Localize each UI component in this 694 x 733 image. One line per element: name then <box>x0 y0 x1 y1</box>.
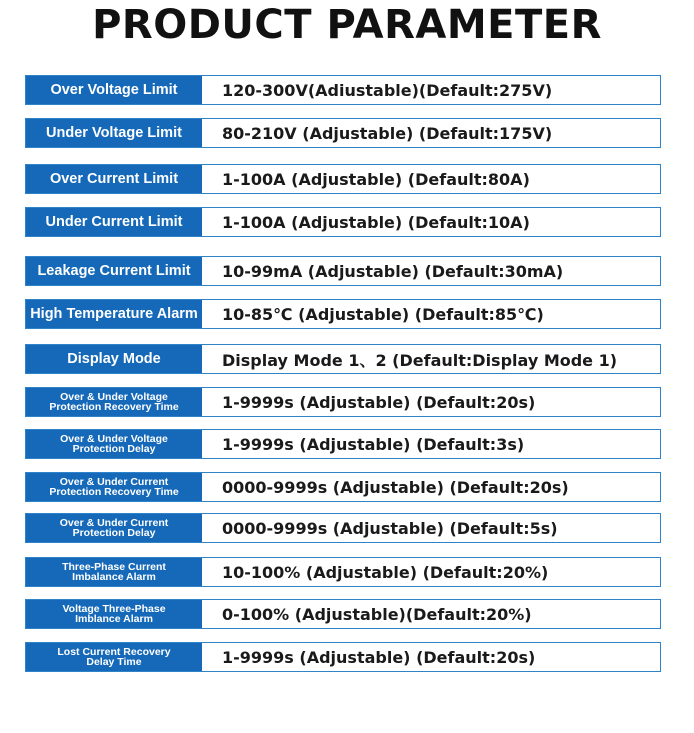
row-value: 0000-9999s (Adjustable) (Default:20s) <box>222 477 569 497</box>
row-label-line: Protection Delay <box>72 527 156 539</box>
row-value: 1-9999s (Adjustable) (Default:3s) <box>222 434 525 454</box>
table-row-high-temperature <box>25 299 661 329</box>
row-label <box>26 558 202 586</box>
row-label-line: Protection Recovery Time <box>49 486 179 498</box>
table-row-voltage-delay <box>25 429 661 459</box>
row-label-line: Imblance Alarm <box>75 613 153 625</box>
table-row-under-current <box>25 207 661 237</box>
row-label: Under Current Limit <box>26 208 202 236</box>
table-row-leakage-current <box>25 256 661 286</box>
row-label-line: Protection Delay <box>72 443 156 455</box>
table-row-current-recovery <box>25 472 661 502</box>
row-label-line: Delay Time <box>86 656 142 668</box>
row-value: 120-300V(Adiustable)(Default:275V) <box>222 80 553 100</box>
table-row-over-voltage <box>25 75 661 105</box>
row-label: High Temperature Alarm <box>26 300 202 328</box>
row-label <box>26 430 202 458</box>
table-row-voltage-recovery <box>25 387 661 417</box>
row-label-line: Over & Under Current <box>59 517 169 529</box>
table-row-lost-current-recovery <box>25 642 661 672</box>
row-label-line: Voltage Three-Phase <box>62 603 166 615</box>
row-label <box>26 514 202 542</box>
row-label: Over Current Limit <box>26 165 202 193</box>
table-row-over-current <box>25 164 661 194</box>
table-row-under-voltage <box>25 118 661 148</box>
row-label <box>26 473 202 501</box>
table-row-voltage-imbalance <box>25 599 661 629</box>
table-row-current-delay <box>25 513 661 543</box>
row-label <box>26 388 202 416</box>
row-value: 80-210V (Adjustable) (Default:175V) <box>222 123 553 143</box>
page-title: PRODUCT PARAMETER <box>92 2 602 48</box>
row-label-line: Over & Under Voltage <box>60 391 168 403</box>
row-value: Display Mode 1、2 (Default:Display Mode 1) <box>222 350 618 370</box>
row-value: 10-85℃ (Adjustable) (Default:85℃) <box>222 304 544 324</box>
row-label-line: Over & Under Current <box>59 476 169 488</box>
row-value: 1-100A (Adjustable) (Default:10A) <box>222 212 530 232</box>
row-label-line: Protection Recovery Time <box>49 401 179 413</box>
row-value: 0-100% (Adjustable)(Default:20%) <box>222 604 532 624</box>
row-value: 1-100A (Adjustable) (Default:80A) <box>222 169 530 189</box>
row-label: Leakage Current Limit <box>26 257 202 285</box>
row-label <box>26 600 202 628</box>
row-label-line: Lost Current Recovery <box>57 646 171 658</box>
row-label: Under Voltage Limit <box>26 119 202 147</box>
table-row-display-mode <box>25 344 661 374</box>
row-value: 0000-9999s (Adjustable) (Default:5s) <box>222 518 558 538</box>
row-value: 1-9999s (Adjustable) (Default:20s) <box>222 647 536 667</box>
row-value: 10-100% (Adjustable) (Default:20%) <box>222 562 549 582</box>
row-label: Over Voltage Limit <box>26 76 202 104</box>
row-label-line: Three-Phase Current <box>62 561 166 573</box>
row-value: 1-9999s (Adjustable) (Default:20s) <box>222 392 536 412</box>
row-label <box>26 643 202 671</box>
row-label-line: Imbalance Alarm <box>72 571 156 583</box>
row-label: Display Mode <box>26 345 202 373</box>
table-row-current-imbalance <box>25 557 661 587</box>
row-value: 10-99mA (Adjustable) (Default:30mA) <box>222 261 564 281</box>
row-label-line: Over & Under Voltage <box>60 433 168 445</box>
